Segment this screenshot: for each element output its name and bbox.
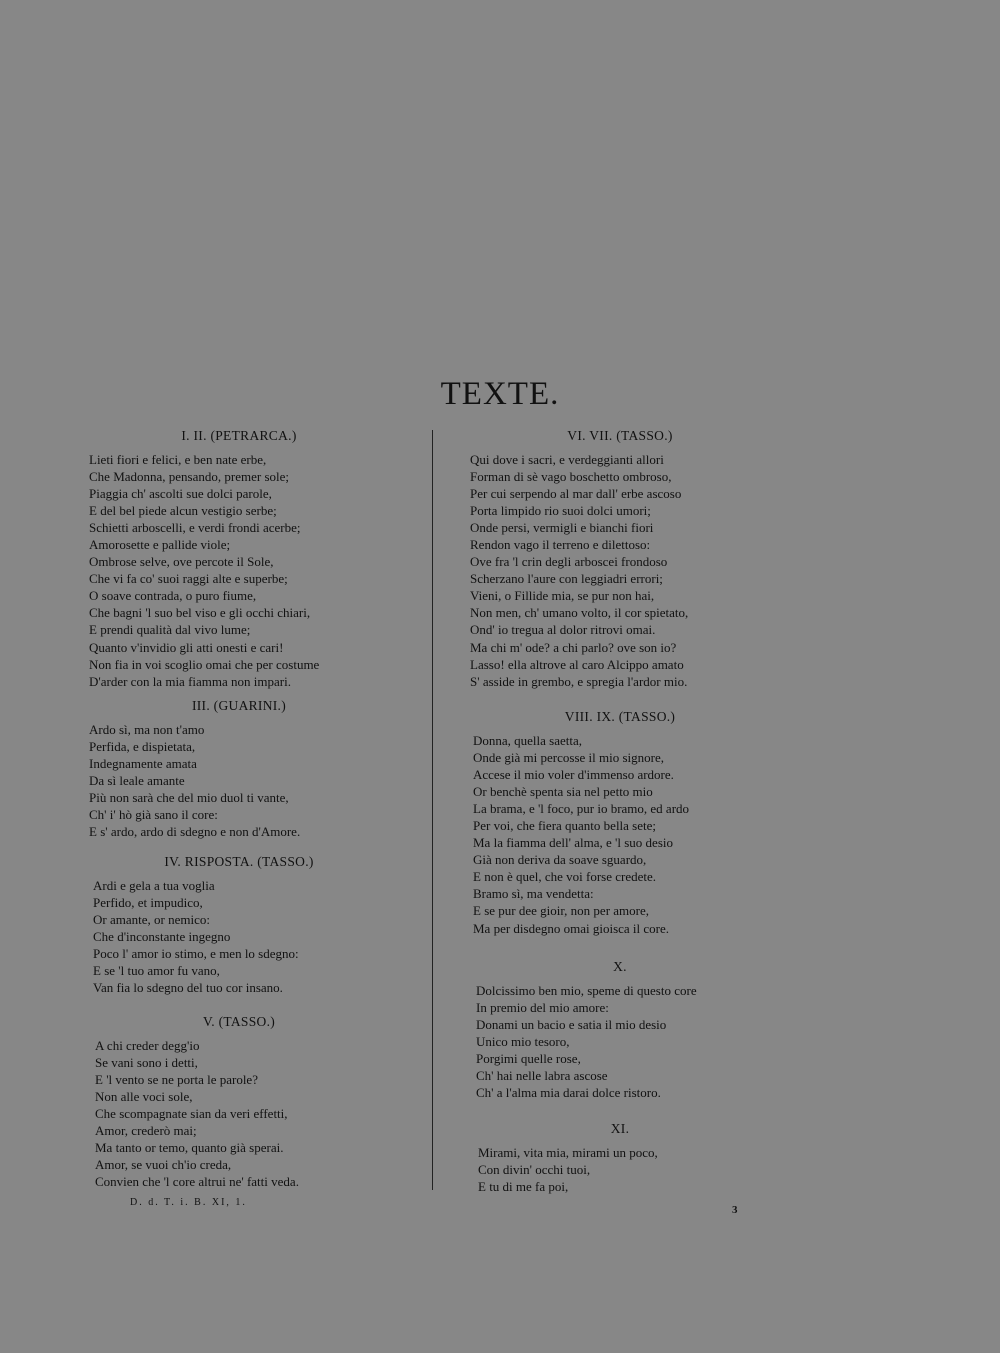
section-heading: X. — [613, 959, 627, 974]
verse-line: La brama, e 'l foco, pur io bramo, ed ardo — [473, 801, 690, 817]
verse-line: Rendon vago il terreno e dilettoso: — [470, 537, 651, 553]
verse-line: Poco l' amor io stimo, e men lo sdegno: — [93, 946, 299, 962]
verse-line: D'arder con la mia fiamma non impari. — [89, 673, 291, 689]
verse-block — [89, 721, 389, 840]
verse-line: E 'l vento se ne porta le parole? — [95, 1072, 258, 1088]
verse-line: Ma la fiamma dell' alma, e 'l suo desio — [473, 835, 673, 851]
verse-line: Ardi e gela a tua voglia — [93, 878, 215, 893]
verse-line: Qui dove i sacri, e verdeggianti allori — [470, 452, 664, 467]
verse-block — [89, 451, 389, 690]
section-heading: IV. RISPOSTA. (TASSO.) — [164, 854, 314, 869]
verse-line: Scherzano l'aure con leggiadri errori; — [470, 571, 663, 587]
verse-line: S' asside in grembo, e spregia l'ardor mio. — [470, 673, 688, 689]
verse-line: A chi creder degg'io — [95, 1038, 200, 1053]
section-heading: I. II. (PETRARCA.) — [181, 428, 297, 443]
verse-line: E prendi qualità dal vivo lume; — [89, 622, 251, 638]
verse-line: Che d'inconstante ingegno — [93, 929, 231, 945]
poem-section — [89, 853, 389, 996]
verse-line: Donami un bacio e satia il mio desio — [476, 1017, 667, 1033]
verse-line: Forman di sè vago boschetto ombroso, — [470, 469, 672, 485]
verse-line: Non men, ch' umano volto, il cor spietato, — [470, 605, 689, 621]
verse-line: Amor, crederò mai; — [95, 1123, 197, 1139]
verse-line: Or amante, or nemico: — [93, 912, 210, 928]
section-heading: V. (TASSO.) — [202, 1014, 276, 1029]
section-heading: XI. — [610, 1121, 630, 1136]
verse-line: Onde persi, vermigli e bianchi fiori — [470, 520, 654, 536]
poem-section — [470, 708, 770, 937]
verse-line: E tu di me fa poi, — [478, 1179, 569, 1195]
verse-line: Ch' a l'alma mia darai dolce ristoro. — [476, 1085, 661, 1101]
verse-block — [89, 877, 389, 996]
verse-line: Ardo sì, ma non t'amo — [89, 722, 205, 737]
verse-line: E del bel piede alcun vestigio serbe; — [89, 503, 277, 519]
column-divider — [432, 430, 433, 1190]
verse-line: Dolcissimo ben mio, speme di questo core — [476, 983, 697, 998]
verse-line: Porgimi quelle rose, — [476, 1051, 581, 1067]
verse-line: Ombrose selve, ove percote il Sole, — [89, 554, 274, 570]
section-heading: VI. VII. (TASSO.) — [567, 428, 673, 443]
verse-block — [89, 1037, 389, 1190]
verse-line: Ch' hai nelle labra ascose — [476, 1068, 608, 1084]
verse-line: In premio del mio amore: — [476, 1000, 609, 1016]
verse-line: Perfido, et impudico, — [93, 895, 203, 911]
verse-line: Porta limpido rio suoi dolci umori; — [470, 503, 651, 519]
poem-section — [89, 697, 389, 840]
verse-line: Unico mio tesoro, — [476, 1034, 570, 1050]
right-column — [470, 0, 770, 1353]
page-title: TEXTE. — [440, 376, 560, 412]
verse-line: E s' ardo, ardo di sdegno e non d'Amore. — [89, 824, 301, 840]
verse-line: Mirami, vita mia, mirami un poco, — [478, 1145, 658, 1160]
verse-line: E se pur dee gioir, non per amore, — [473, 903, 650, 919]
poem-section — [89, 427, 389, 690]
poem-section — [470, 958, 770, 1101]
verse-line: Donna, quella saetta, — [473, 733, 583, 748]
verse-line: Accese il mio voler d'immenso ardore. — [473, 767, 674, 783]
verse-line: Onde già mi percosse il mio signore, — [473, 750, 664, 766]
verse-line: Schietti arboscelli, e verdi frondi acerbe; — [89, 520, 301, 536]
verse-line: Per cui serpendo al mar dall' erbe ascoso — [470, 486, 682, 502]
verse-block — [470, 1144, 770, 1195]
verse-line: Convien che 'l core altrui ne' fatti veda. — [95, 1174, 299, 1190]
verse-block — [470, 982, 770, 1101]
verse-line: Già non deriva da soave sguardo, — [473, 852, 647, 868]
poem-section — [470, 1120, 770, 1195]
verse-line: Indegnamente amata — [89, 756, 197, 772]
verse-line: Quanto v'invidio gli atti onesti e cari! — [89, 639, 284, 655]
verse-line: Da sì leale amante — [89, 773, 185, 789]
left-column — [89, 0, 389, 1353]
verse-line: Lasso! ella altrove al caro Alcippo amato — [470, 656, 684, 672]
verse-line: Che bagni 'l suo bel viso e gli occhi chiari, — [89, 605, 311, 621]
section-heading: VIII. IX. (TASSO.) — [564, 709, 676, 724]
verse-block — [470, 732, 770, 937]
verse-line: Con divin' occhi tuoi, — [478, 1162, 591, 1178]
verse-line: Ond' io tregua al dolor ritrovi omai. — [470, 622, 656, 638]
verse-line: Che scompagnate sian da veri effetti, — [95, 1106, 288, 1122]
verse-block — [470, 451, 770, 690]
verse-line: Non fia in voi scoglio omai che per costume — [89, 656, 320, 672]
verse-line: Amorosette e pallide viole; — [89, 537, 231, 553]
footer-signature: D. d. T. i. B. XI, 1. — [130, 1197, 247, 1208]
verse-line: Ma per disdegno omai gioisca il core. — [473, 920, 670, 936]
poem-section — [470, 427, 770, 690]
verse-line: Bramo sì, ma vendetta: — [473, 886, 594, 902]
verse-line: Ch' i' hò già sano il core: — [89, 807, 218, 823]
verse-line: O soave contrada, o puro fiume, — [89, 588, 257, 604]
verse-line: Per voi, che fiera quanto bella sete; — [473, 818, 657, 834]
section-heading: III. (GUARINI.) — [191, 698, 287, 713]
verse-line: Ma tanto or temo, quanto già sperai. — [95, 1140, 284, 1156]
verse-line: Vieni, o Fillide mia, se pur non hai, — [470, 588, 655, 604]
verse-line: Amor, se vuoi ch'io creda, — [95, 1157, 232, 1173]
verse-line: E non è quel, che voi forse credete. — [473, 869, 657, 885]
verse-line: Se vani sono i detti, — [95, 1055, 198, 1071]
verse-line: Perfida, e dispietata, — [89, 739, 196, 755]
verse-line: Più non sarà che del mio duol ti vante, — [89, 790, 289, 806]
verse-line: Che Madonna, pensando, premer sole; — [89, 469, 290, 485]
verse-line: E se 'l tuo amor fu vano, — [93, 963, 220, 979]
verse-line: Che vi fa co' suoi raggi alte e superbe; — [89, 571, 288, 587]
poem-section — [89, 1013, 389, 1190]
verse-line: Lieti fiori e felici, e ben nate erbe, — [89, 452, 267, 467]
verse-line: Piaggia ch' ascolti sue dolci parole, — [89, 486, 272, 502]
verse-line: Ma chi m' ode? a chi parlo? ove son io? — [470, 639, 677, 655]
verse-line: Or benchè spenta sia nel petto mio — [473, 784, 653, 800]
verse-line: Van fia lo sdegno del tuo cor insano. — [93, 980, 283, 996]
verse-line: Non alle voci sole, — [95, 1089, 193, 1105]
verse-line: Ove fra 'l crin degli arboscei frondoso — [470, 554, 668, 570]
page-number: 3 — [732, 1204, 738, 1216]
